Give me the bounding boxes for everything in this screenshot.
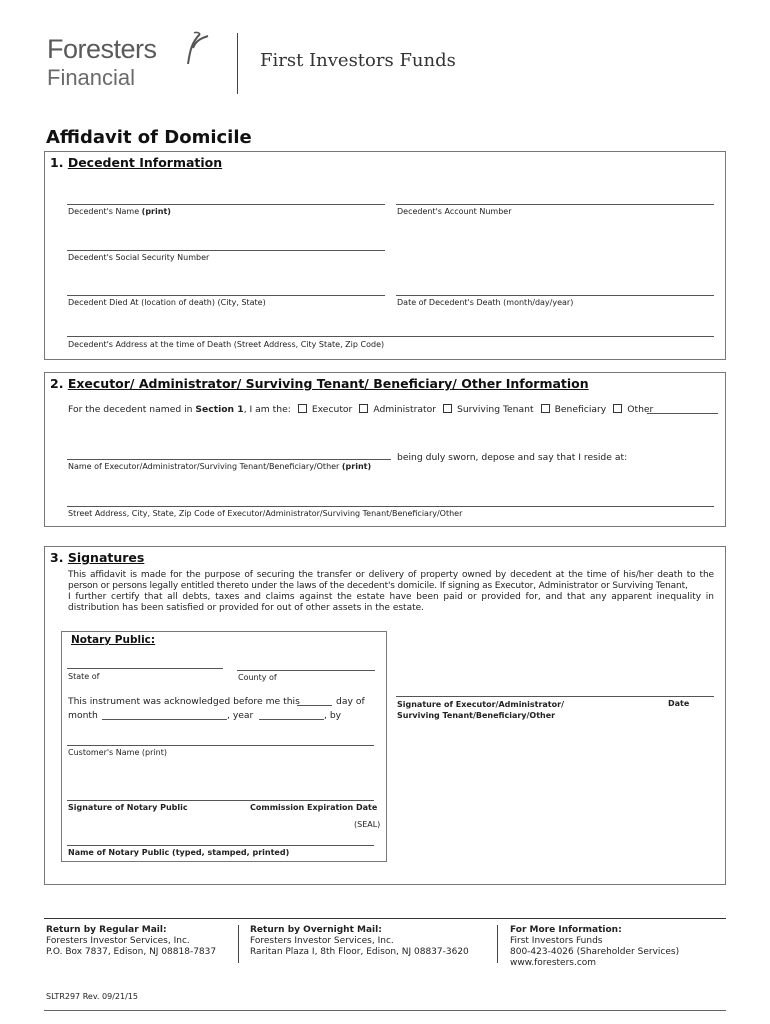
decedent-address-label: Decedent's Address at the time of Death (Street Address, City State, Zip Code) bbox=[68, 340, 385, 349]
notary-name-field[interactable] bbox=[67, 845, 374, 846]
section-3-title bbox=[50, 550, 144, 565]
page-title: Affidavit of Domicile bbox=[46, 127, 252, 148]
section-1-number: 1. bbox=[50, 155, 64, 170]
other-specify-field[interactable] bbox=[647, 413, 718, 414]
form-id: SLTR297 Rev. 09/21/15 bbox=[46, 992, 138, 1001]
decedent-name-label: Decedent's Name (print) bbox=[68, 207, 171, 216]
footer-separator-1 bbox=[238, 925, 239, 963]
website-link[interactable]: www.foresters.com bbox=[510, 958, 597, 968]
administrator-checkbox[interactable] bbox=[359, 404, 368, 413]
footer-divider bbox=[44, 918, 726, 919]
ssn-field[interactable] bbox=[67, 250, 385, 251]
logo-wordmark-top: Foresters bbox=[47, 34, 157, 64]
month-label: month bbox=[68, 710, 98, 721]
logo-wordmark-bottom: Financial bbox=[47, 65, 136, 90]
day-of-label: day of bbox=[336, 696, 365, 707]
year-label: , year bbox=[227, 710, 254, 721]
surviving-tenant-checkbox[interactable] bbox=[443, 404, 452, 413]
state-label: State of bbox=[68, 672, 100, 681]
ssn-label: Decedent's Social Security Number bbox=[68, 253, 210, 262]
executor-label: Executor bbox=[311, 404, 353, 415]
death-date-label: Date of Decedent's Death (month/day/year) bbox=[397, 298, 574, 307]
other-label: Other bbox=[627, 404, 654, 415]
section-2-box bbox=[44, 372, 726, 527]
account-number-field[interactable] bbox=[396, 204, 714, 205]
executor-address-field[interactable] bbox=[67, 506, 714, 507]
customer-name-field[interactable] bbox=[67, 745, 374, 746]
overnight-mail-block: Return by Overnight Mail: Foresters Investor Services, Inc. Raritan Plaza I, 8th Floor, Edison, NJ 08837-3620 bbox=[250, 925, 469, 957]
death-location-label: Decedent Died At (location of death) (City, State) bbox=[68, 298, 266, 307]
beneficiary-checkbox[interactable] bbox=[541, 404, 550, 413]
footer-bottom-line bbox=[44, 1010, 726, 1011]
foresters-logo bbox=[47, 34, 227, 96]
ack-day-field[interactable] bbox=[297, 705, 332, 706]
notary-signature-label: Signature of Notary Public bbox=[68, 803, 188, 812]
section-1-title bbox=[50, 155, 222, 170]
notary-box bbox=[61, 631, 387, 862]
product-name: First Investors Funds bbox=[260, 50, 456, 71]
acknowledged-text: This instrument was acknowledged before me this bbox=[68, 696, 300, 707]
footer-separator-2 bbox=[497, 925, 498, 963]
account-number-label: Decedent's Account Number bbox=[397, 207, 512, 216]
customer-name-label: Customer's Name (print) bbox=[68, 748, 167, 757]
death-location-field[interactable] bbox=[67, 295, 385, 296]
executor-address-label: Street Address, City, State, Zip Code of Executor/Administrator/Surviving Tenant/Beneficiary/Other bbox=[68, 509, 463, 518]
regular-mail-block: Return by Regular Mail: Foresters Investor Services, Inc. P.O. Box 7837, Edison, NJ 08818-7837 bbox=[46, 925, 217, 957]
by-label: , by bbox=[324, 710, 342, 721]
surviving-tenant-label: Surviving Tenant bbox=[456, 404, 534, 415]
commission-expiration-label: Commission Expiration Date bbox=[250, 803, 378, 812]
county-label: County of bbox=[238, 673, 277, 682]
sprout-icon bbox=[182, 30, 212, 64]
executor-signature-label: Signature of Executor/Administrator/ Surviving Tenant/Beneficiary/Other bbox=[397, 700, 564, 720]
state-field[interactable] bbox=[67, 668, 223, 669]
ack-month-field[interactable] bbox=[102, 719, 227, 720]
executor-name-field[interactable] bbox=[67, 459, 391, 460]
more-information-block: For More Information: First Investors Funds 800-423-4026 (Shareholder Services) www.foresters.com bbox=[510, 925, 680, 968]
section-1-heading: Decedent Information bbox=[67, 155, 223, 170]
executor-checkbox[interactable] bbox=[298, 404, 307, 413]
section-2-heading: Executor/ Administrator/ Surviving Tenant/ Beneficiary/ Other Information bbox=[67, 376, 589, 391]
signature-date-label: Date bbox=[668, 699, 690, 708]
decedent-name-field[interactable] bbox=[67, 204, 385, 205]
seal-label: (SEAL) bbox=[354, 820, 381, 829]
decedent-address-field[interactable] bbox=[67, 336, 714, 337]
ack-year-field[interactable] bbox=[259, 719, 324, 720]
beneficiary-label: Beneficiary bbox=[554, 404, 607, 415]
notary-signature-field[interactable] bbox=[67, 800, 374, 801]
role-selection-row: For the decedent named in Section 1, I am the: Executor Administrator Surviving Tenant Beneficiary Other bbox=[68, 404, 654, 415]
death-date-field[interactable] bbox=[396, 295, 714, 296]
header-divider bbox=[237, 33, 238, 94]
notary-name-label: Name of Notary Public (typed, stamped, printed) bbox=[68, 848, 290, 857]
section-3-number: 3. bbox=[50, 550, 64, 565]
sworn-statement: being duly sworn, depose and say that I reside at: bbox=[397, 452, 628, 463]
section-3-heading: Signatures bbox=[67, 550, 145, 565]
executor-name-label: Name of Executor/Administrator/Surviving Tenant/Beneficiary/Other (print) bbox=[68, 462, 372, 471]
executor-signature-field[interactable] bbox=[396, 696, 714, 697]
county-field[interactable] bbox=[237, 670, 375, 671]
section-2-number: 2. bbox=[50, 376, 64, 391]
notary-title: Notary Public: bbox=[71, 634, 156, 646]
administrator-label: Administrator bbox=[373, 404, 436, 415]
section-2-title bbox=[50, 376, 589, 391]
affidavit-paragraph: This affidavit is made for the purpose of securing the transfer or delivery of property owned by decedent at the time of his/her death to the person or persons legally entitled thereto under the laws of the decedent's domicile. If signing as Executor, Administrator or Surviving Tenant, I further certify that all debts, taxes and claims against the estate have been paid or provided for, and that any apparent inequality in distribution has been satisfied or provided for out of other assets in the estate. bbox=[68, 570, 714, 613]
other-checkbox[interactable] bbox=[613, 404, 622, 413]
